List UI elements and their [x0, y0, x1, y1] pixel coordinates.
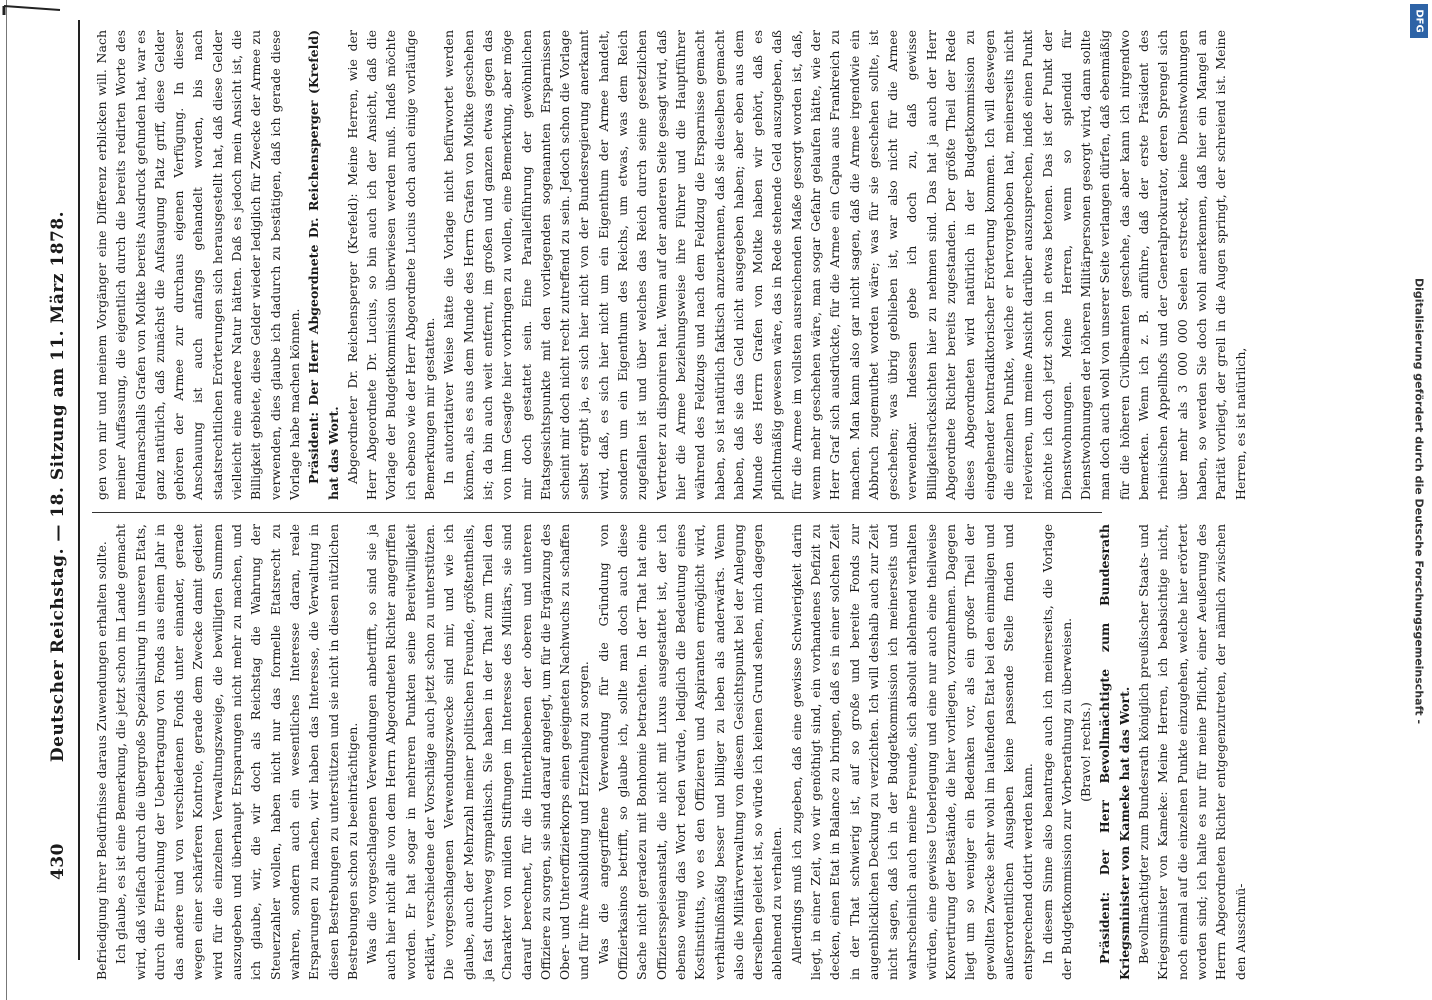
paragraph: Abgeordneter Dr. Reichensperger (Krefeld): Meine Herren, wie der Herr Abgeordnete Dr. Lucius, so bin auch ich der Ansicht, daß die Vorlage der Budgetkommission überwiesen werden muß. Indeß möchte ich ebenso wie der Herr Abgeordnete Lucius doch auch einige vorläufige Bemerkungen mir gestatten. [344, 30, 438, 500]
paragraph: Allerdings muß ich zugeben, daß eine gewisse Schwierigkeit darin liegt, in einer Zeit, wo wir genöthigt sind, ein vorhandenes Defizit zu decken, einen Etat in Balance zu bringen, daß es in einer solchen Zeit in der That schwierig ist, auf so große und bereite Fonds zur augenblicklichen Deckung zu verzichten. Ich will deshalb auch zur Zeit nicht sagen, daß ich in der Budgetkommission ich meinerseits und wahrscheinlich auch meine Freunde, sich absolut ablehnend verhalten würden, eine gewisse Ueberlegung und eine nur auch eine theilweise Konvertirung der Bestände, die hier vorliegen, vorzunehmen. Dagegen liegt um so weniger ein Bedenken vor, als ein großer Theil der gewollten Zwecke sehr wohl im laufenden Etat bei den einmaligen und außerordentlichen Ausgaben keine passende Stelle finden und entsprechend dotirt werden kann. [788, 524, 1036, 980]
paragraph: In autoritativer Weise hätte die Vorlage nicht befürwortet werden können, als es aus dem Munde des Herrn Grafen von Moltke geschehen ist; da bin auch weit entfernt, im großen und ganzen etwas gegen das von ihm Gesagte hier vorbringen zu wollen, eine Bemerkung, aber möge mir doch gestattet sein. Eine Parallelführung der gewöhnlichen Etatsgesichtspunkte mit den vorliegenden sogenannten Ersparnissen scheint mir doch nicht recht zutreffend zu sein. Jedoch schon die Vorlage selbst ergibt ja, es sich hier nicht von der Bundesregierung anerkannt wird, daß, es sich hier nicht um ein Eigenthum der Armee handelt, sondern um ein Eigenthum des Reichs, um etwas, was dem Reich zugefallen ist und über welches das Reich durch seine gesetzlichen Vertreter zu disponiren hat. Wenn auf der anderen Seite gesagt wird, daß hier die Armee beziehungsweise ihre Führer und die Hauptführer während des Feldzugs und nach dem Feldzug die Ersparnisse gemacht haben, so ist natürlich faktisch anzuerkennen, daß sie dieselben gemacht haben, daß sie das Geld nicht ausgegeben haben; aber eben aus dem Munde des Herrn Grafen von Moltke haben wir gehört, daß es pflichtmäßig gewesen wäre, das in Rede stehende Geld auszugeben, daß für die Armee im vollsten ausreichenden Maße gesorgt worden ist, daß, wenn mehr geschehen wäre, man sogar Gefahr gelaufen hätte, wie der Herr Graf sich ausdrückte, für die Armee ein Capua aus Frankreich zu machen. Man kann also gar nicht sagen, daß die Armee irgendwie ein Abbruch zugemuthet worden wäre; was für sie geschehen sollte, ist geschehen; was übrig geblieben ist, war also nicht für die Armee verwendbar. Indessen gebe ich doch zu, daß gewisse Billigkeitsrücksichten hier zu nehmen sind. Das hat ja auch der Herr Abgeordnete Richter bereits zugestanden. Der größte Theil der Rede dieses Abgeordneten wird natürlich in der Budgetkommission zu eingehender kontradiktorischer Erörterung kommen. Ich will deswegen die einzelnen Punkte, welche er hervorgehoben hat, meinerseits nicht relevieren, um meine Ansicht darüber auszusprechen, indeß einen Punkt möchte ich doch jetzt schon in etwas betonen. Das ist der Punkt der Dienstwohnungen. Meine Herren, wenn so splendid für Dienstwohnungen der höheren Militärpersonen gesorgt wird, dann sollte man doch auch wohl von unserer Seite verlangen dürfen, daß ebenmäßig für die höheren Civilbeamten geschehe, das aber kann ich nirgendwo bemerken. Wenn ich z. B. anführe, daß der erste Präsident des rheinischen Appellhofs und der Generalprokurator, deren Sprengel sich über mehr als 3 000 000 Seelen erstreckt, keine Dienstwohnungen haben, so werden Sie doch wohl anerkennen, daß hier ein Mangel an Parität vorliegt, der grell in die Augen springt, der schreiend ist. Meine Herren, es ist natürlich, [441, 30, 1248, 500]
paragraph: Bevollmächtigter zum Bundesrath königlich preußischer Staats- und Kriegsminister von Kameke: Meine Herren, ich beabsichtige nicht, noch einmal auf die einzelnen Punkte einzugehen, welche hier erörtert worden sind; ich halte es nur für meine Pflicht, einer Aeußerung des Herrn Abgeordneten Richter entgegenzutreten, der nämlich zwischen den Ausschmü- [1136, 524, 1248, 980]
paragraph: Was die angegriffene Verwendung für die Gründung von Offizierkasinos betrifft, so glaube ich, sollte man doch auch diese Sache nicht geradezu mit Bonhomie betrachten. In der That hat eine Offiziersspeiseanstalt, die nicht mit Luxus ausgestattet ist, der ich ebenso wenig das Wort reden würde, lediglich die Bedeutung eines Kostinstituts, wo es den Offizieren und Aspiranten ermöglicht wird, verhältnißmäßig besser und billiger zu leben als anderwärts. Wenn also die Militärverwaltung von diesem Gesichtspunkt bei der Anlegung derselben geleitet ist, so würde ich keinen Grund sehen, mich dagegen ablehnend zu verhalten. [595, 524, 785, 980]
right-column [92, 30, 1248, 500]
column-divider [92, 512, 1102, 513]
paragraph: Befriedigung ihrer Bedürfnisse daraus Zuwendungen erhalten sollte. [94, 541, 109, 980]
credit-text: Digitalisierung gefördert durch die Deutsche Forschungsgemeinschaft - [1412, 277, 1426, 725]
scan-edge [6, 0, 7, 1000]
paragraph: Ich glaube, es ist eine Bemerkung, die jetzt schon im Lande gemacht wird, daß vielfach durch die übergroße Spezialisirung in unseren Etats, durch die Erreichung der Uebertragung von Fonds aus einem Jahr in das andere und von verschiedenen Fonds unter einander, gerade wegen einer schärferen Kontrole, gerade dem Zwecke damit gedient wird für die einzelnen Verwaltungszweige, die bewilligten Summen auszugeben und überhaupt Ersparungen nicht mehr zu machen, und ich glaube, wir, die wir doch als Reichstag die Wahrung der Steuerzahler wollen, haben nicht nur das formelle Etatsrecht zu wahren, sondern auch ein wesentliches Interesse daran, reale Ersparungen zu machen, wir haben das Interesse, die Verwaltung in diesen Bestrebungen zu unterstützen und sie nicht in diesen nützlichen Bestrebungen schon zu beeinträchtigen. [113, 524, 360, 980]
page-title: Deutscher Reichstag. — 18. Sitzung am 11. März 1878. [48, 210, 68, 763]
running-header [48, 130, 74, 880]
dfg-logo-text: DFG [1413, 9, 1425, 33]
digitization-credit [1408, 6, 1430, 996]
dfg-logo [1410, 4, 1428, 38]
left-column [92, 524, 1248, 980]
applause-note: (Bravo! rechts.) [1078, 702, 1094, 802]
paragraph: Was die vorgeschlagenen Verwendungen anbetrifft, so sind sie ja auch hier nicht alle von dem Herrn Abgeordneten Richter angegriffen worden. Er hat sogar in mehreren Punkten seine Bereitwilligkeit erklärt, verschiedene der Vorschläge auch jetzt schon zu unterstützen. Die vorgeschlagenen Verwendungszwecke sind mir, und wie ich glaube, auch der Mehrzahl meiner politischen Freunde, größtentheils, ja fast durchweg sympathisch. Sie haben in der That zum Theil den Charakter von milden Stiftungen im Interesse des Militärs, sie sind darauf berechnet, für die Hinterbliebenen der oberen und unteren Offiziere zu sorgen, sie sind darauf angelegt, um für die Ergänzung des Ober- und Unteroffizierkorps einen geeigneten Nachwuchs zu schaffen und für ihre Ausbildung und Erziehung zu sorgen. [364, 524, 592, 980]
speaker-paragraph: Präsident: Der Herr Bevollmächtigte zum Bundesrath Kriegsminister von Kameke hat das Wort. [1097, 524, 1132, 980]
page-number: 430 [48, 843, 68, 880]
header-rule [78, 20, 80, 960]
paragraph: In diesem Sinne also beantrage auch ich meinerseits, die Vorlage der Budgetkommission zur Vorberathung zu überweisen. [1039, 524, 1074, 980]
speaker-paragraph: Präsident: Der Herr Abgeordnete Dr. Reichensperger (Krefeld) hat das Wort. [306, 30, 341, 500]
paragraph: gen von mir und meinem Vorgänger eine Differenz erblicken will. Nach meiner Auffassung, die eigentlich durch die bereits redirten Worte des Feldmarschalls Grafen von Moltke bereits Ausdruck gefunden hat, war es ganz natürlich, daß zunächst die Aufsaugung Platz griff, diese Gelder gehören der Armee zur durchaus eigenen Verfügung. In dieser Anschauung ist auch anfangs gehandelt worden, bis nach staatsrechtlichen Erörterungen sich herausgestellt hat, daß diese Gelder vielleicht eine andere Natur hätten. Daß es jedoch mein Ansicht ist, die Billigkeit gebiete, diese Gelder wieder lediglich für Zwecke der Armee zu verwenden, dies glaube ich dadurch zu bestätigen, daß ich gerade diese Vorlage habe machen können. [94, 30, 302, 500]
corner-mark-icon [2, 4, 62, 16]
